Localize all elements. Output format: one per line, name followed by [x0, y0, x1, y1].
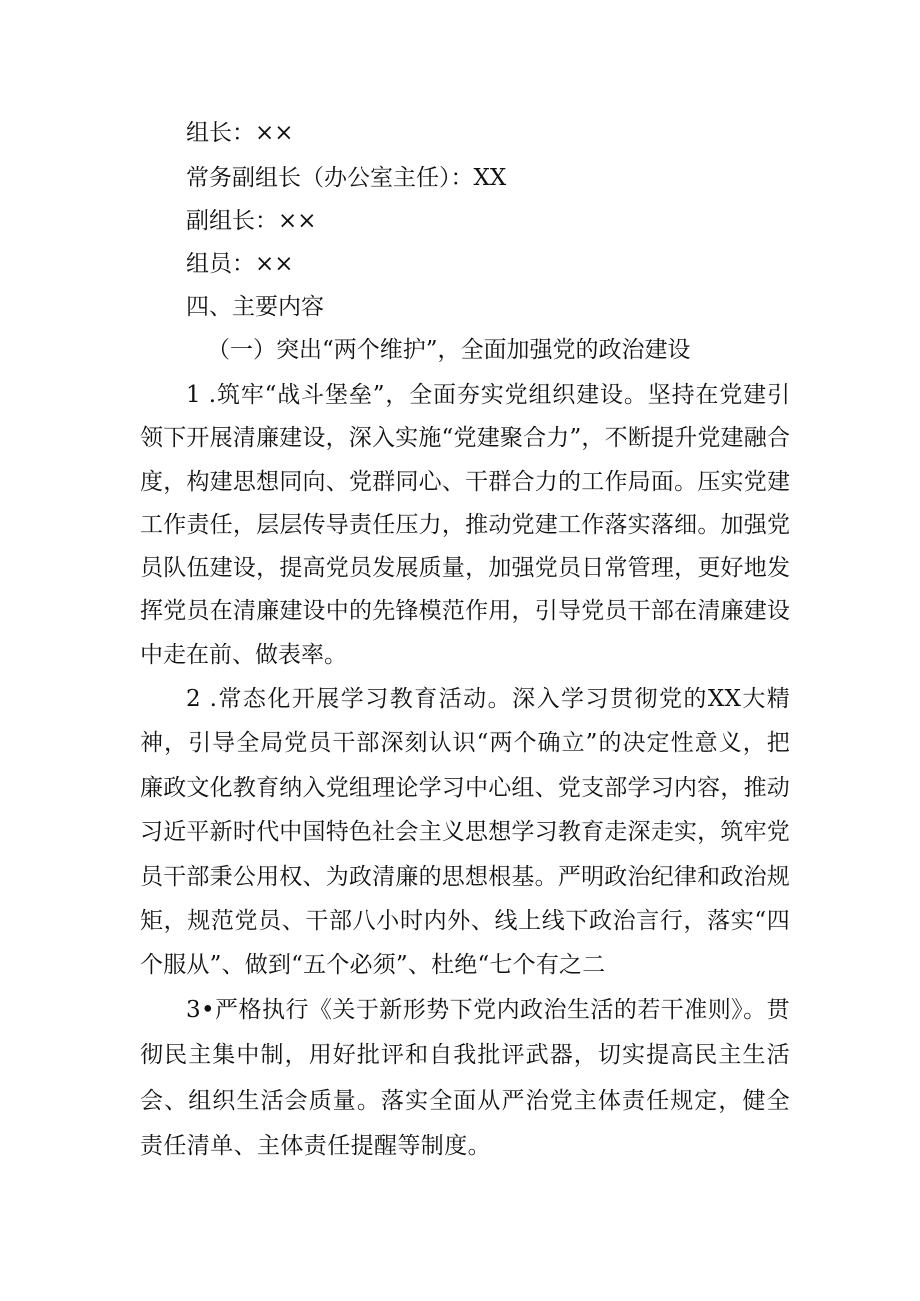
- paragraph-3: [140, 988, 790, 1169]
- subsection-heading: （一）突出“两个维护”，全面加强党的政治建设: [207, 337, 691, 363]
- paragraph-2: [140, 677, 790, 988]
- paragraph-1-text: 1 .筑牢“战斗堡垒”，全面夯实党组织建设。坚持在党建引领下开展清廉建设，深入实施“党建聚合力”，不断提升党建融合度，构建思想同向、党群同心、干群合力的工作局面。压实党建工作责任，层层传导责任压力，推动党建工作落实落细。加强党员队伍建设，提高党员发展质量，加强党员日常管理，更好地发挥党员在清廉建设中的先锋模范作用，引导党员干部在清廉建设中走在前、做表率。: [140, 382, 790, 668]
- paragraph-3-text: 3•严格执行《关于新形势下党内政治生活的若干准则》。贯彻民主集中制，用好批评和自我批评武器，切实提高民主生活会、组织生活会质量。落实全面从严治党主体责任规定，健全责任清单、主体责任提醒等制度。: [140, 997, 790, 1159]
- paragraph-1: [140, 374, 790, 677]
- group-leader-line: 组长：××: [186, 120, 294, 146]
- exec-deputy-leader-line: 常务副组长（办公室主任）：XX: [186, 165, 507, 191]
- group-members-line: 组员：××: [186, 251, 294, 277]
- paragraph-2-text: 2 .常态化开展学习教育活动。深入学习贯彻党的XX大精神，引导全局党员干部深刻认识“两个确立”的决定性意义，把廉政文化教育纳入党组理论学习中心组、党支部学习内容，推动习近平新时代中国特色社会主义思想学习教育走深走实，筑牢党员干部秉公用权、为政清廉的思想根基。严明政治纪律和政治规矩，规范党员、干部八小时内外、线上线下政治言行，落实“四个服从”、做到“五个必须”、杜绝“七个有之二: [140, 686, 790, 979]
- deputy-leader-line: 副组长：××: [186, 208, 317, 234]
- section-heading: 四、主要内容: [186, 294, 324, 320]
